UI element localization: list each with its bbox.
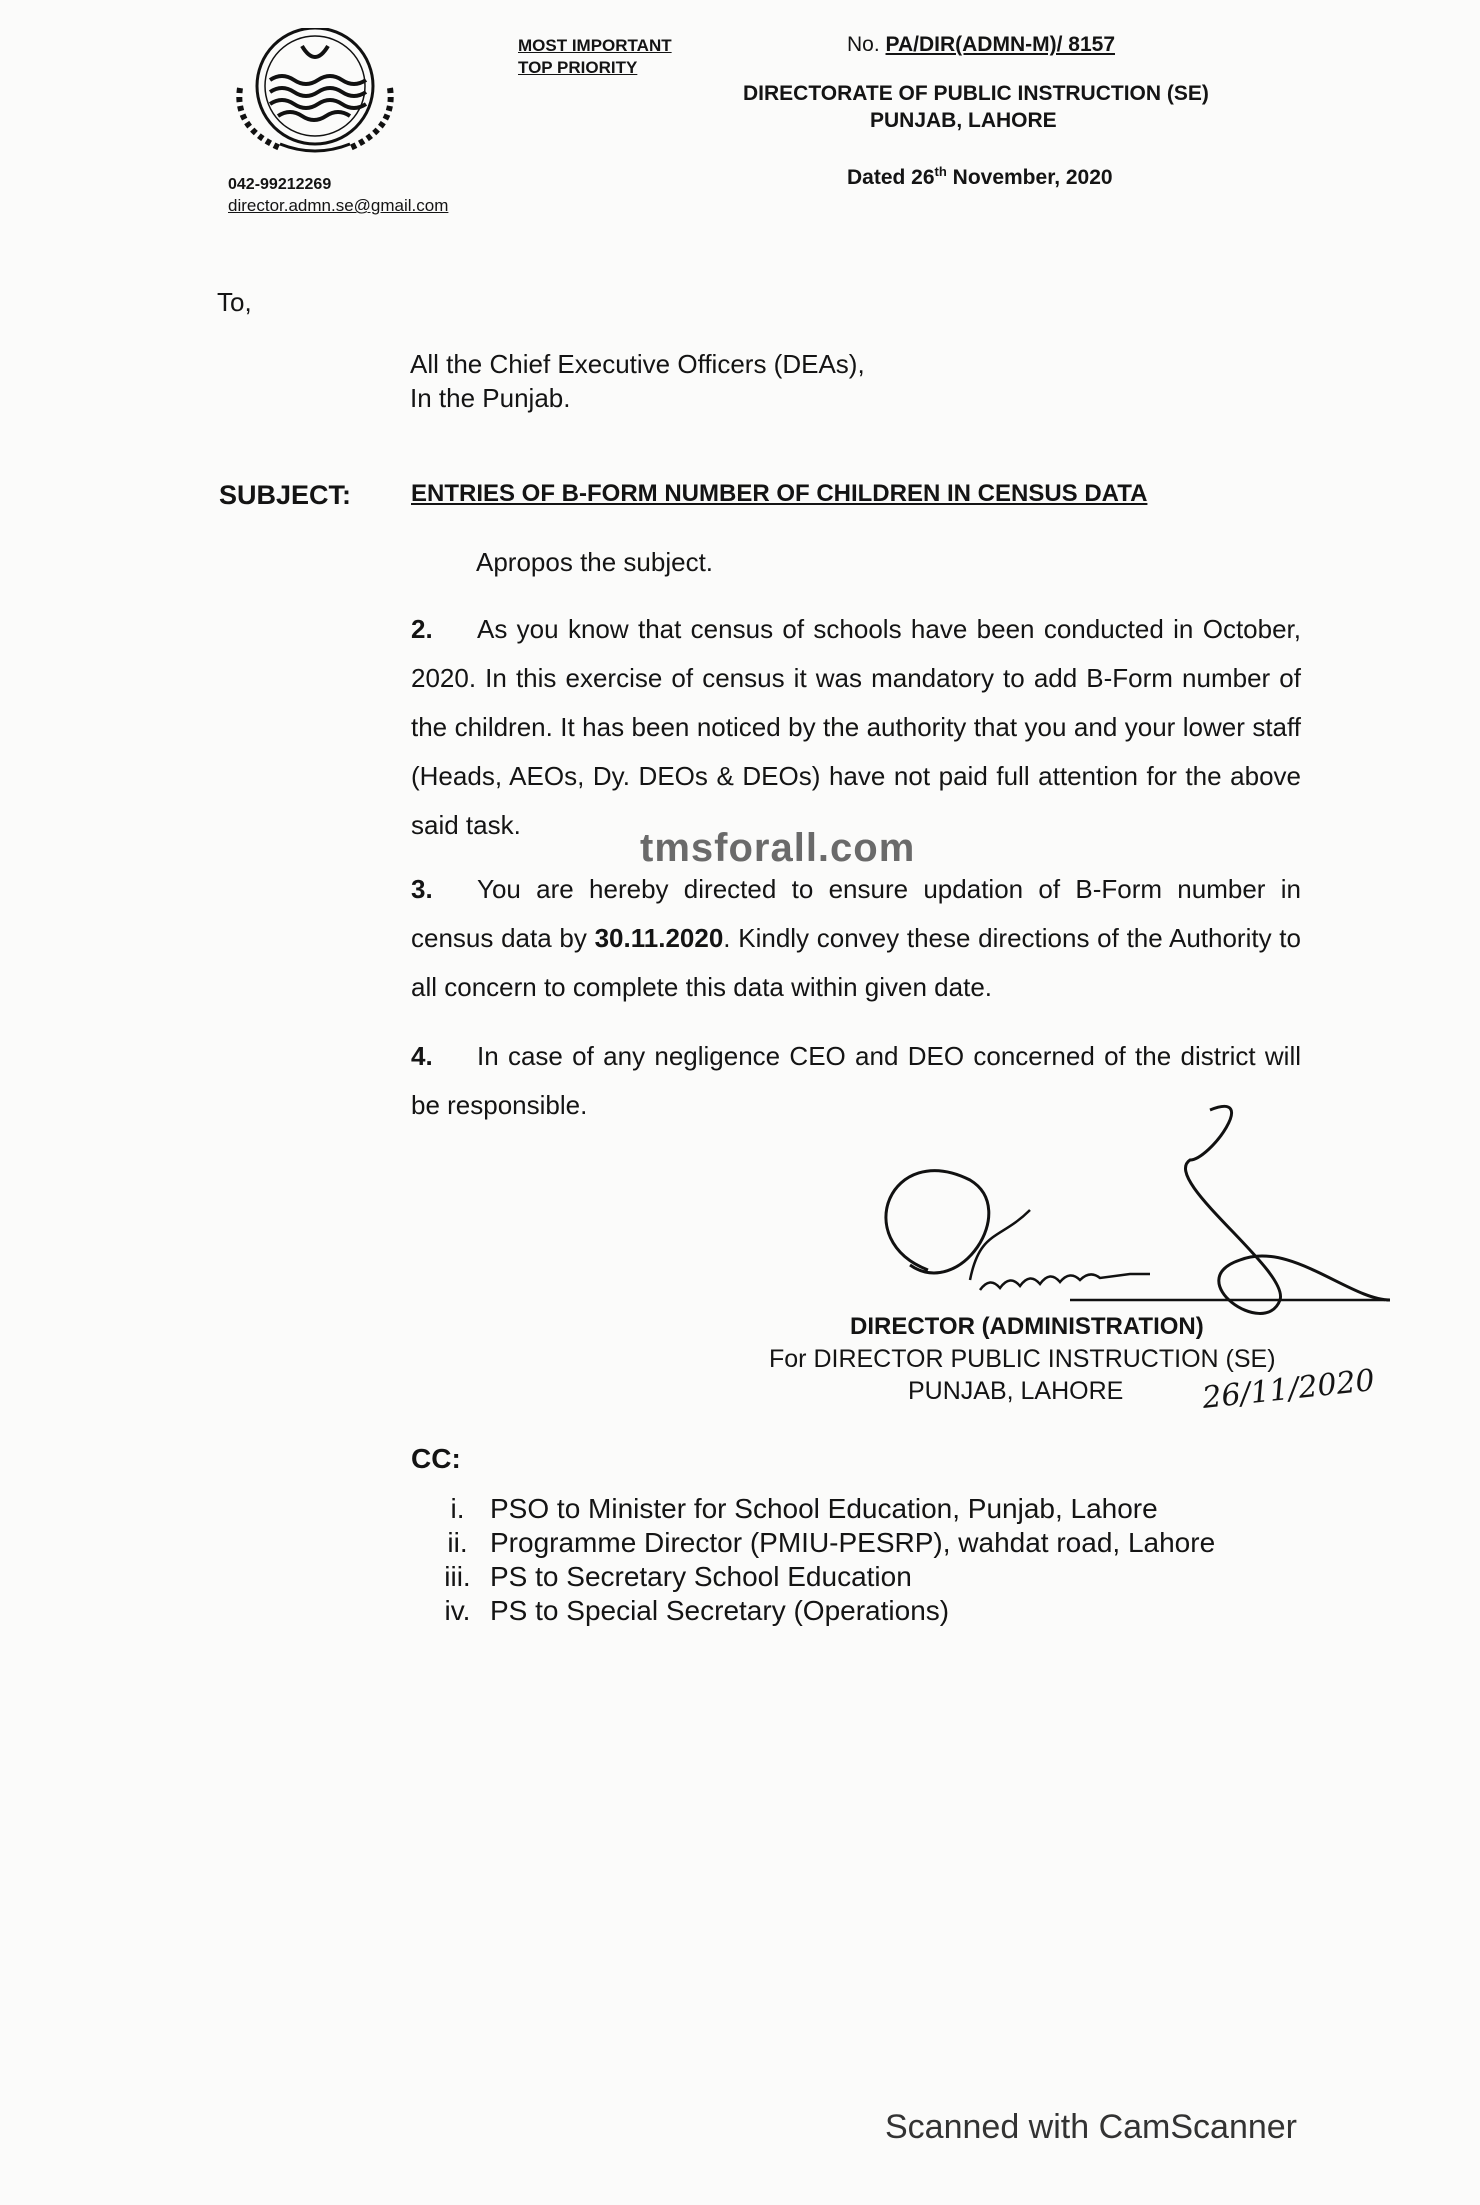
cc-item-number: iv. [444,1595,471,1626]
deadline-date: 30.11.2020 [594,923,724,953]
paragraph-3-text-end: . Kindly convey these directions of the Authority to all concern to complete this data within given date. [411,923,1301,1002]
cc-item-number: iii. [444,1561,471,1592]
watermark-text: tmsforall.com [640,826,916,870]
handwritten-date: 26/11/2020 [1200,1363,1377,1416]
recipient-line-2: In the Punjab. [410,383,571,413]
cc-item [425,1593,949,1629]
cc-item-text: PS to Secretary School Education [490,1561,912,1592]
reference-number [847,31,1115,58]
letter-date [847,158,1113,191]
cc-item-text: PS to Special Secretary (Operations) [490,1595,950,1626]
date-rest: November, 2020 [946,166,1113,189]
paragraph-2-number: 2. [411,614,433,644]
paragraph-2 [411,605,1301,850]
cc-item-text: Programme Director (PMIU-PESRP), wahdat road, Lahore [490,1527,1216,1558]
priority-line-1: MOST IMPORTANT [518,36,672,55]
recipient-line-1: All the Chief Executive Officers (DEAs), [410,349,865,379]
paragraph-2-text: As you know that census of schools have been conducted in October, 2020. In this exercise of census it was mandatory to add B-Form number of the children. It has been noticed by the authority that you and your lower staff (Heads, AEOs, Dy. DEOs & DEOs) have not paid full attention for the above said task. [411,614,1301,840]
org-line-1: DIRECTORATE OF PUBLIC INSTRUCTION (SE) [743,82,1209,105]
subject-text: ENTRIES OF B-FORM NUMBER OF CHILDREN IN CENSUS DATA [411,480,1148,507]
signatory-line-2: For DIRECTOR PUBLIC INSTRUCTION (SE) [769,1345,1276,1373]
opening-line: Apropos the subject. [476,547,714,577]
scanner-footer: Scanned with CamScanner [885,2108,1298,2146]
phone-number: 042-99212269 [228,176,332,193]
priority-line-2: TOP PRIORITY [518,58,638,77]
salutation-to: To, [217,287,252,317]
cc-item-number: i. [450,1493,465,1524]
paragraph-3-text: You are hereby directed to ensure updation of B-Form number in census data by [411,874,1301,953]
cc-item-text: PSO to Minister for School Education, Punjab, Lahore [490,1493,1158,1524]
subject-label: SUBJECT: [219,480,352,510]
cc-label: CC: [411,1443,461,1474]
reference-prefix: No. [847,33,880,56]
cc-item [425,1525,1215,1561]
cc-item [425,1559,912,1595]
handwritten-signature [870,1100,1390,1330]
government-seal-logo [230,28,400,158]
reference-value: PA/DIR(ADMN-M)/ 8157 [885,33,1115,56]
signatory-line-3: PUNJAB, LAHORE [908,1377,1124,1405]
date-suffix: th [934,164,947,179]
signatory-title: DIRECTOR (ADMINISTRATION) [850,1313,1204,1340]
paragraph-3-number: 3. [411,874,433,904]
date-prefix: Dated 26 [847,166,935,189]
paragraph-4-number: 4. [411,1041,433,1071]
email-address: director.admn.se@gmail.com [228,196,449,215]
cc-item [425,1491,1158,1527]
paragraph-4-text: In case of any negligence CEO and DEO concerned of the district will be responsible. [411,1041,1301,1120]
paragraph-3 [411,865,1301,1012]
org-line-2: PUNJAB, LAHORE [870,109,1057,132]
cc-item-number: ii. [447,1527,468,1558]
